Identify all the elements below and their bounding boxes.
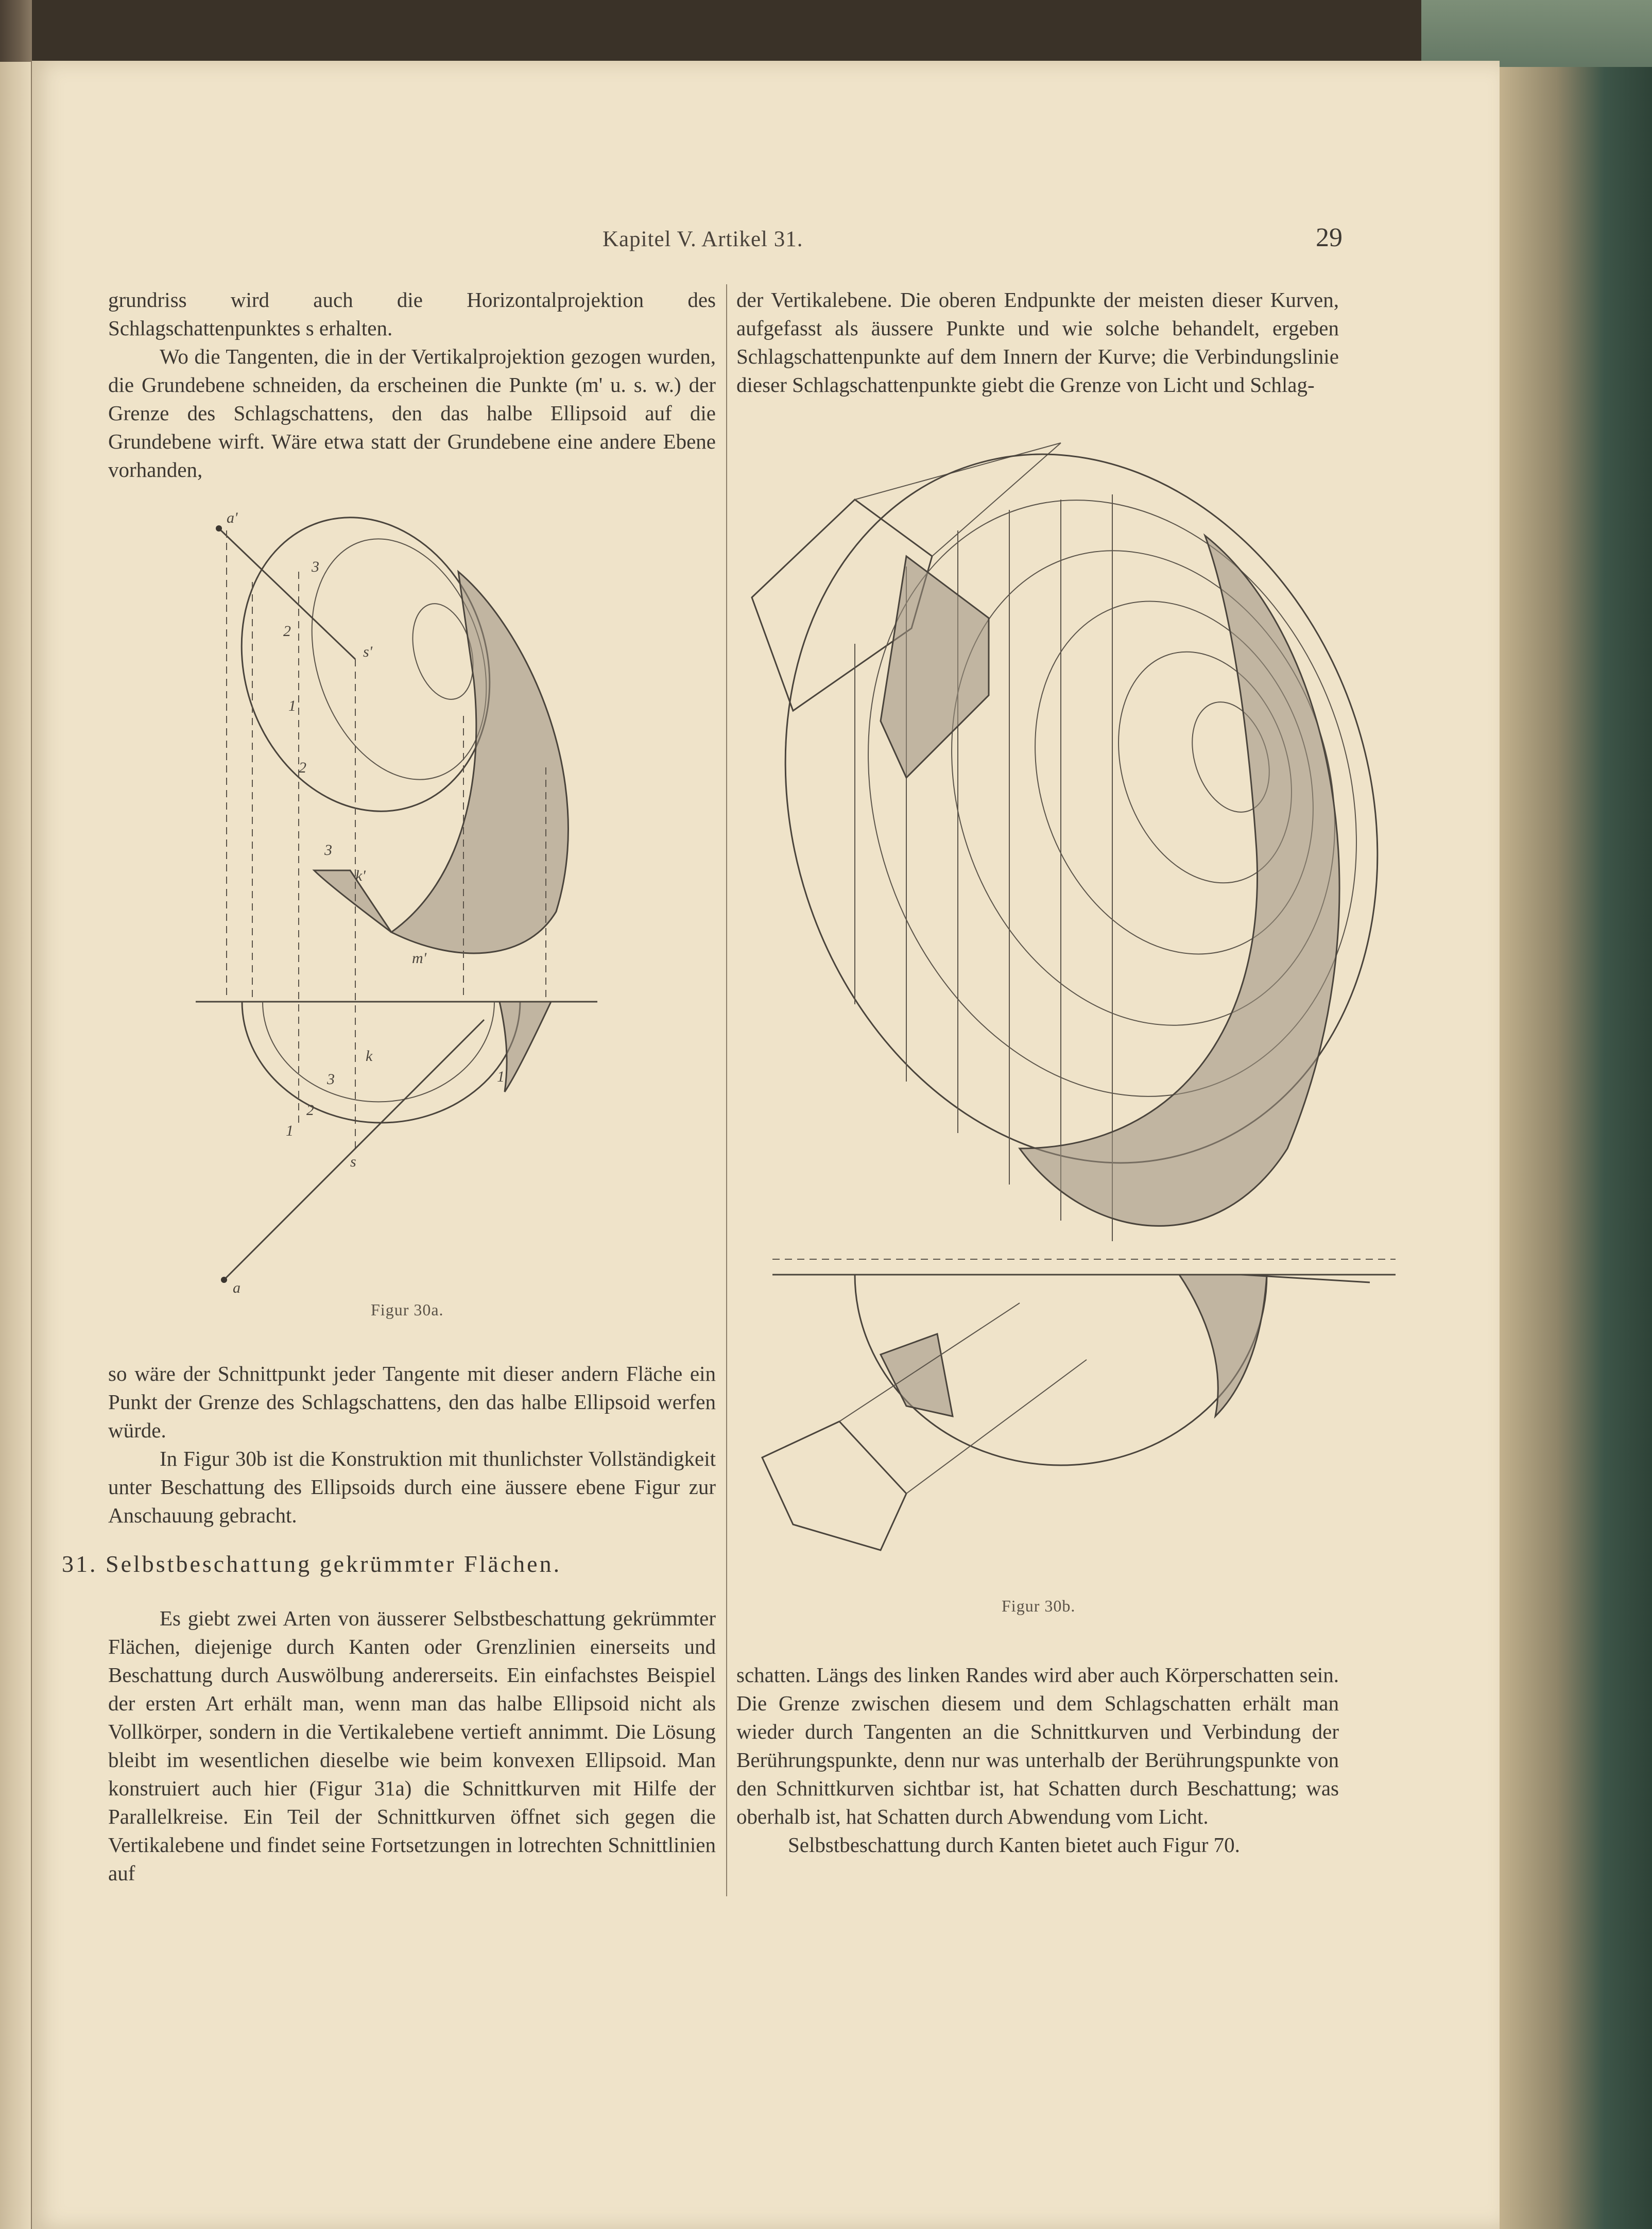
figure-30a — [196, 509, 711, 1296]
label: 1 — [288, 697, 296, 714]
prism-bottom — [762, 1421, 906, 1550]
paragraph: der Vertikalebene. Die oberen Endpunkte der meisten dieser Kurven, aufgefasst als äussere Punkte und wie solche behandelt, ergeben Schlagschattenpunkte auf dem Innern der Kurve; die Verbindungslinie dieser Schlagschattenpunkte giebt die Grenze von Licht und Schlag- — [736, 288, 1339, 397]
prism-edge — [855, 443, 1061, 500]
paragraph: grundriss wird auch die Horizontalprojektion des Schlagschattenpunktes s erhalten. — [108, 288, 716, 340]
paragraph: Es giebt zwei Arten von äusserer Selbstbeschattung gekrümmter Flächen, diejenige durch Kanten oder Grenzlinien einerseits und Beschattung durch Auswölbung andererseits. Ein einfachstes Beispiel der ersten Art erhält man, wenn man das halbe Ellipsoid nicht als Vollkörper, sondern in die Vertikalebene vertieft annimmt. Die Lösung bleibt im wesentlichen dieselbe wie beim konvexen Ellipsoid. Man konstruiert auch hier (Figur 31a) die Schnittkurven mit Hilfe der Parallelkreise. Ein Teil der Schnittkurven öffnet sich gegen die Vertikalebene und findet seine Fortsetzungen in lotrechten Schnittlinien auf — [108, 1606, 716, 1885]
shadow-edge — [314, 870, 391, 932]
cast-shadow — [391, 572, 568, 953]
running-title: Kapitel V. Artikel 31. — [603, 227, 803, 251]
figure-30a-caption: Figur 30a. — [371, 1300, 444, 1319]
plan-curve — [263, 1002, 494, 1102]
point-a — [221, 1277, 227, 1283]
previous-page-edge — [0, 62, 31, 2229]
paragraph: so wäre der Schnittpunkt jeder Tangente mit dieser andern Fläche ein Punkt der Grenze des Schlagschattens, den das halbe Ellipsoid werfen würde. — [108, 1362, 716, 1442]
label-k: k — [366, 1048, 373, 1065]
cast-shadow-prism — [881, 556, 989, 778]
label-s-prime: s' — [363, 643, 373, 660]
page-number: 29 — [1316, 223, 1343, 252]
figure-30b-caption: Figur 30b. — [1002, 1597, 1076, 1615]
figure-30b — [752, 438, 1406, 1586]
right-column-top — [736, 286, 1339, 399]
label-k-prime: k' — [355, 867, 366, 884]
left-column-top — [108, 286, 716, 484]
paragraph: In Figur 30b ist die Konstruktion mit thunlichster Vollständigkeit unter Beschattung des Ellipsoids durch eine äussere ebene Figur zur Anschauung gebracht. — [108, 1447, 716, 1527]
label-s: s — [350, 1153, 356, 1170]
label: 1 — [497, 1068, 505, 1085]
label-a: a — [233, 1279, 240, 1296]
paragraph: Selbstbeschattung durch Kanten bietet auch Figur 70. — [788, 1833, 1240, 1857]
label: 3 — [324, 842, 332, 859]
left-column-bottom — [108, 1604, 716, 1888]
label: 3 — [312, 558, 319, 575]
label-m-prime: m' — [412, 950, 427, 967]
plan-outline — [242, 1002, 520, 1123]
plan-shadow — [1179, 1275, 1267, 1416]
plan-light-ray — [224, 1020, 484, 1280]
column-rule — [726, 284, 727, 1896]
plan-shadow-prism — [881, 1334, 953, 1416]
label-a-prime: a' — [227, 509, 238, 526]
label: 2 — [306, 1102, 314, 1119]
right-column-bottom — [736, 1661, 1339, 1859]
left-column-middle — [108, 1360, 716, 1530]
label: 3 — [327, 1071, 335, 1088]
label: 2 — [299, 759, 306, 776]
point-a-prime — [216, 525, 222, 531]
label: 1 — [286, 1122, 294, 1139]
label: 2 — [283, 623, 291, 640]
section-heading: 31. Selbstbeschattung gekrümmter Flächen. — [62, 1551, 562, 1577]
prism-edge — [932, 443, 1061, 556]
paragraph: schatten. Längs des linken Randes wird aber auch Körperschatten sein. Die Grenze zwischen diesem und dem Schlagschatten erhält man wieder durch Tangenten an die Schnittkurven und Verbindung der Berührungspunkte, denn nur was unterhalb der Berührungspunkte von den Schnittkurven sichtbar ist, hat Schatten durch Beschattung; was oberhalb ist, hat Schatten durch Abwendung vom Licht. — [736, 1663, 1339, 1828]
paragraph: Wo die Tangenten, die in der Vertikalprojektion gezogen wurden, die Grundebene schneiden, da erscheinen die Punkte (m' u. s. w.) der Grenze des Schlagschattens, den das halbe Ellipsoid auf die Grundebene wirft. Wäre etwa statt der Grundebene eine andere Ebene vorhanden, — [108, 345, 716, 482]
cast-shadow-body — [1020, 536, 1339, 1226]
ellipsoid-outline — [696, 376, 1467, 1241]
book-cover-edge — [1493, 67, 1652, 2229]
plan-shadow — [500, 1002, 551, 1092]
